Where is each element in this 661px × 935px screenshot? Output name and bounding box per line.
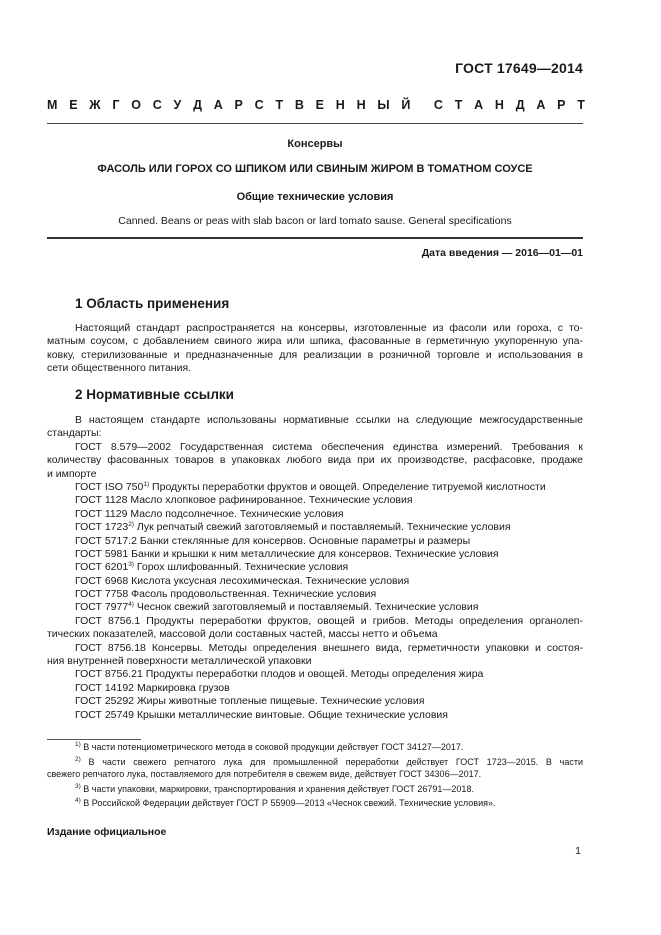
footnote-marker: 1) <box>143 480 150 488</box>
official-edition-label: Издание официальное <box>47 826 167 838</box>
footnote-marker: 3) <box>75 782 81 790</box>
section-1-line: матным соусом, с добавлением свиного жира или шпика, фасованные в герметичную укупоренную упа- <box>47 335 583 348</box>
reference-line: ГОСТ 7758 Фасоль продовольственная. Технические условия <box>75 588 377 601</box>
footnote-marker: 1) <box>75 741 81 748</box>
reference-line: ГОСТ 8.579—2002 Государственная система обеспечения единства измерений. Требования к <box>75 440 583 453</box>
section-1-line: сети общественного питания. <box>47 362 192 375</box>
interstate-standard-heading: М Е Ж Г О С У Д А Р С Т В Е Н Н Ы Й С Т А Н Д А Р Т <box>47 98 585 112</box>
reference-line: ГОСТ 5717.2 Банки стеклянные для консервов. Основные параметры и размеры <box>75 534 471 547</box>
footnote: $^{3)}$ В части упаковки, маркировки, транспортирования и хранения действует ГОСТ 26791—2018. <box>75 782 474 794</box>
reference-line: ния внутренней поверхности металлической упаковки <box>47 655 312 668</box>
footnote-divider <box>47 739 141 740</box>
reference-line: ГОСТ 7977$^{4)}$ Чеснок свежий заготовляемый и поставляемый. Технические условия <box>75 601 479 614</box>
reference-line: ГОСТ 14192 Маркировка грузов <box>75 681 230 694</box>
reference-line: ГОСТ 8756.18 Консервы. Методы определения внешнего вида, герметичности упаковки и состоя- <box>75 641 583 654</box>
header-divider <box>47 123 583 124</box>
reference-line: стандарты: <box>47 427 102 440</box>
english-title: Canned. Beans or peas with slab bacon or lard tomato sause. General specifications <box>118 215 512 227</box>
reference-line: количеству фасованных товаров в упаковках любого вида при их производстве, расфасовке, продаже <box>47 454 583 467</box>
reference-line: ГОСТ 1723$^{2)}$ Лук репчатый свежий заготовляемый и поставляемый. Технические условия <box>75 521 511 534</box>
footnote-marker: 2) <box>128 521 134 529</box>
standard-number: ГОСТ 17649—2014 <box>455 60 583 76</box>
reference-line: ГОСТ 8756.21 Продукты переработки плодов и овощей. Методы определения жира <box>75 668 484 681</box>
document-category: Консервы <box>287 138 343 150</box>
footnote-marker: 2) <box>75 755 81 763</box>
reference-line: ГОСТ 6968 Кислота уксусная лесохимическая. Технические условия <box>75 574 410 587</box>
section-1-line: Настоящий стандарт распространяется на консервы, изготовленные из фасоли или гороха, с то- <box>75 322 583 334</box>
footnote: $^{4)}$ В Российской Федерации действует ГОСТ Р 55909—2013 «Чеснок свежий. Технические условия». <box>75 797 496 808</box>
page-number: 1 <box>575 845 581 857</box>
reference-line: и импорте <box>47 467 97 480</box>
section-2-heading: 2 Нормативные ссылки <box>75 387 234 402</box>
section-1-heading: 1 Область применения <box>75 296 230 311</box>
footnote: $^{1)}$ В части потенциометрического метода в соковой продукции действует ГОСТ 34127—2017. <box>75 741 464 752</box>
reference-line: ГОСТ 25749 Крышки металлические винтовые. Общие технические условия <box>75 708 448 721</box>
document-title: ФАСОЛЬ ИЛИ ГОРОХ СО ШПИКОМ ИЛИ СВИНЫМ ЖИРОМ В ТОМАТНОМ СОУСЕ <box>97 163 533 175</box>
reference-line: ГОСТ 1129 Масло подсолнечное. Технические условия <box>75 507 344 520</box>
section-1-line: ковку, стерилизованные и предназначенные для реализации в розничной торговле и использования в <box>47 348 583 361</box>
title-divider <box>47 237 583 239</box>
reference-line: ГОСТ 1128 Масло хлопковое рафинированное. Технические условия <box>75 494 413 507</box>
introduction-date: Дата введения — 2016—01—01 <box>421 247 583 259</box>
document-subtitle: Общие технические условия <box>236 191 394 203</box>
footnotes <box>47 741 583 810</box>
reference-line: ГОСТ 8756.1 Продукты переработки фруктов, овощей и грибов. Методы определения органолеп- <box>75 614 583 627</box>
footnote: $^{2)}$ В части свежего репчатого лука для промышленной переработки действует ГОСТ 1723—2015. В части <box>75 755 583 767</box>
reference-line: ГОСТ 25292 Жиры животные топленые пищевые. Технические условия <box>75 695 425 708</box>
footnote-marker: 3) <box>128 561 134 569</box>
reference-line: тических показателей, массовой доли составных частей, массы нетто и объема <box>47 628 438 641</box>
footnote-marker: 4) <box>75 797 81 804</box>
footnote-continuation: свежего репчатого лука, поставляемого для потребителя в свежем виде, действует ГОСТ 34306—2017. <box>47 769 482 779</box>
reference-line: ГОСТ 6201$^{3)}$ Горох шлифованный. Технические условия <box>75 561 349 574</box>
normative-references-list <box>47 414 583 722</box>
footnote-marker: 4) <box>128 601 134 609</box>
reference-line: В настоящем стандарте использованы нормативные ссылки на следующие межгосударственные <box>75 414 583 426</box>
section-1-body <box>47 322 583 376</box>
reference-line: ГОСТ ISO 750$^{1)}$ Продукты переработки фруктов и овощей. Определение титруемой кислотности <box>75 480 546 493</box>
reference-line: ГОСТ 5981 Банки и крышки к ним металлические для консервов. Технические условия <box>75 547 499 560</box>
